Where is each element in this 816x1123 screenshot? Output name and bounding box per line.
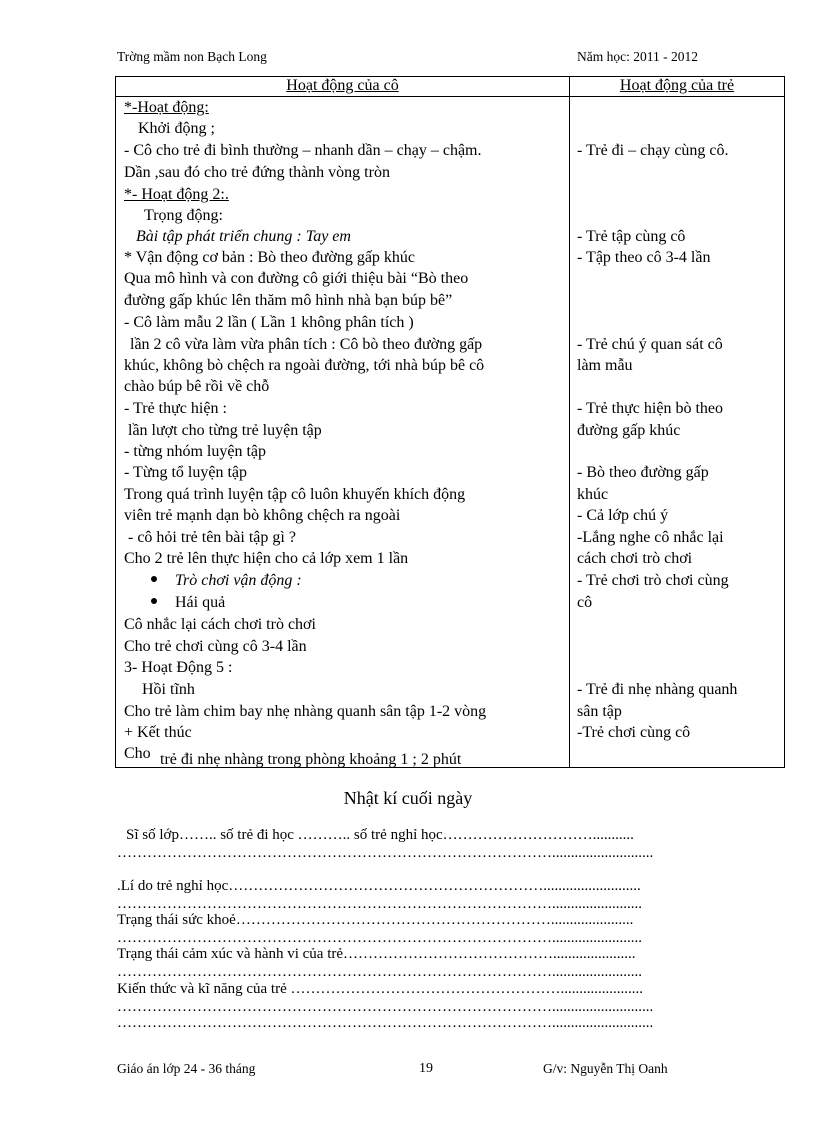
teacher-line: đường gấp khúc lên thăm mô hình nhà bạn búp bê”: [124, 292, 453, 309]
teacher-line: Dần ,sau đó cho trẻ đứng thành vòng tròn: [124, 164, 390, 181]
teacher-line: - từng nhóm luyện tập: [124, 443, 266, 460]
child-line: - Trẻ chú ý quan sát cô: [577, 336, 723, 353]
child-activity-cell: [570, 97, 785, 768]
diary-line: ……………………………………………………………………………...........................: [117, 999, 654, 1015]
teacher-line: - cô hỏi trẻ tên bài tập gì ?: [128, 529, 296, 546]
bullet-icon: [151, 576, 157, 582]
child-line: -Lắng nghe cô nhắc lại: [577, 529, 724, 546]
child-line: cô: [577, 594, 593, 611]
child-line: sân tập: [577, 703, 622, 720]
school-year: Năm học: 2011 - 2012: [577, 49, 698, 64]
teacher-line: Cho 2 trẻ lên thực hiện cho cả lớp xem 1 lần: [124, 550, 409, 567]
child-line: - Trẻ chơi trò chơi cùng: [577, 572, 729, 589]
diary-line: ……………………………………………………………………………........................: [117, 964, 642, 980]
child-line: - Trẻ đi – chạy cùng cô.: [577, 142, 729, 159]
diary-line: Trạng thái cảm xúc và hành vi của trẻ……………………………………......................: [117, 946, 636, 962]
teacher-line: trẻ đi nhẹ nhàng trong phòng khoảng 1 ; 2 phút: [160, 751, 462, 767]
teacher-line: Cho trẻ làm chim bay nhẹ nhàng quanh sân tập 1-2 vòng: [124, 703, 487, 720]
teacher-activity-cell: [116, 97, 570, 768]
diary-line: Kiến thức và kĩ năng của trẻ ………………………………………………......................: [117, 981, 643, 997]
child-line: - Trẻ thực hiện bò theo: [577, 400, 723, 417]
child-line: cách chơi trò chơi: [577, 550, 693, 567]
teacher-line: Hồi tĩnh: [142, 681, 195, 698]
teacher-line: Cho trẻ chơi cùng cô 3-4 lần: [124, 638, 307, 655]
child-line: - Trẻ tập cùng cô: [577, 228, 686, 245]
teacher-line: Trò chơi vận động :: [175, 572, 302, 589]
footer-teacher: G/v: Nguyễn Thị Oanh: [543, 1061, 668, 1076]
teacher-line: - Từng tổ luyện tập: [124, 464, 248, 481]
child-line: - Bò theo đường gấp: [577, 464, 709, 481]
teacher-line: *- Hoạt động 2:.: [124, 186, 229, 203]
teacher-line: - Cô cho trẻ đi bình thường – nhanh dần – chạy – chậm.: [124, 142, 482, 159]
page-number: 19: [419, 1061, 433, 1076]
child-line: -Trẻ chơi cùng cô: [577, 724, 691, 741]
school-name: Trờng mầm non Bạch Long: [117, 49, 267, 64]
teacher-line: Khởi động ;: [138, 120, 215, 137]
teacher-line: viên trẻ mạnh dạn bò không chệch ra ngoài: [124, 507, 401, 524]
header-teacher-activity: Hoạt động của cô: [116, 77, 570, 97]
diary-line: ……………………………………………………………………………...........................: [117, 1015, 654, 1031]
teacher-line: * Vận động cơ bản : Bò theo đường gấp khúc: [124, 249, 416, 266]
bullet-item: [151, 593, 225, 613]
teacher-line: khúc, không bò chệch ra ngoài đường, tới nhà búp bê cô: [124, 357, 485, 374]
teacher-line: lần 2 cô vừa làm vừa phân tích : Cô bò theo đường gấp: [130, 336, 483, 353]
child-line: - Trẻ đi nhẹ nhàng quanh: [577, 681, 738, 698]
teacher-line: *-Hoạt động:: [124, 99, 209, 116]
teacher-line: chào búp bê rồi về chỗ: [124, 378, 270, 395]
teacher-line: Cho: [124, 745, 151, 762]
diary-line: ……………………………………………………………………………........................: [117, 930, 642, 946]
child-line: khúc: [577, 486, 609, 503]
teacher-line: - Trẻ thực hiện :: [124, 400, 227, 417]
teacher-line: + Kết thúc: [124, 724, 192, 741]
child-line: - Cả lớp chú ý: [577, 507, 669, 524]
teacher-line: Bài tập phát triển chung : Tay em: [136, 228, 351, 245]
teacher-line: - Cô làm mẫu 2 lần ( Lần 1 không phân tích ): [124, 314, 414, 331]
teacher-line: 3- Hoạt Động 5 :: [124, 659, 233, 676]
teacher-line: Qua mô hình và con đường cô giới thiệu bài “Bò theo: [124, 270, 469, 287]
bullet-icon: [151, 598, 157, 604]
teacher-line: Trong quá trình luyện tập cô luôn khuyến khích động: [124, 486, 466, 503]
diary-line: Sĩ số lớp…….. số trẻ đi học ……….. số trẻ nghỉ học…………………………...........: [126, 827, 634, 843]
teacher-line: Hái quả: [175, 594, 226, 611]
header-child-activity: Hoạt động của trẻ: [570, 77, 785, 97]
child-line: đường gấp khúc: [577, 422, 681, 439]
activity-table: [115, 76, 785, 768]
diary-line: ……………………………………………………………………………........................: [117, 896, 642, 912]
teacher-line: Trọng động:: [144, 207, 223, 224]
teacher-line: lần lượt cho từng trẻ luyện tập: [128, 422, 322, 439]
diary-line: Trạng thái sức khoẻ………………………………………………………......................: [117, 912, 634, 928]
teacher-line: Cô nhắc lại cách chơi trò chơi: [124, 616, 316, 633]
bullet-item: [151, 571, 302, 591]
child-line: làm mẫu: [577, 357, 633, 374]
diary-title: Nhật kí cuối ngày: [343, 788, 473, 808]
footer-class: Giáo án lớp 24 - 36 tháng: [117, 1061, 256, 1076]
diary-line: .Lí do trẻ nghỉ học………………………………………………………..........................: [117, 878, 641, 894]
child-line: - Tập theo cô 3-4 lần: [577, 249, 711, 266]
diary-line: ……………………………………………………………………………...........................: [117, 845, 654, 861]
